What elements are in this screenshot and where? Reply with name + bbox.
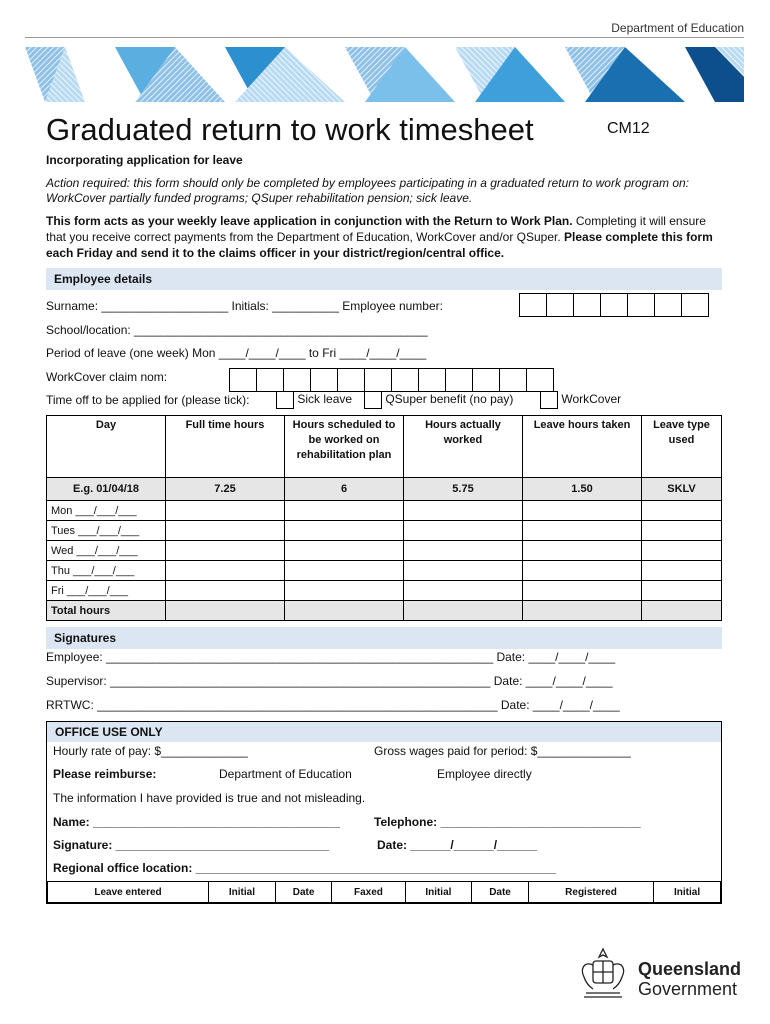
workcover-claim-boxes[interactable] bbox=[230, 368, 554, 392]
office-date-line[interactable]: Date: ______/______/______ bbox=[377, 838, 538, 852]
option-workcover[interactable]: WorkCover bbox=[540, 391, 621, 409]
header-divider bbox=[25, 37, 744, 38]
employee-number-boxes[interactable] bbox=[520, 293, 709, 317]
table-row[interactable]: Wed ___/___/___ bbox=[47, 541, 722, 561]
form-code: CM12 bbox=[607, 120, 650, 137]
instructions-normal: Completing it will ensure that you receive correct payments from the Department of Education, WorkCover and/or QSuper. bbox=[46, 214, 706, 244]
surname-line: Surname: ___________________ Initials: __________ Employee number: bbox=[46, 299, 443, 313]
school-line: School/location: ____________________________________________ bbox=[46, 323, 428, 337]
coat-of-arms-icon bbox=[574, 945, 632, 1003]
time-off-label: Time off to be applied for (please tick): bbox=[46, 393, 250, 407]
action-required-text: Action required: this form should only be completed by employees participating in a graduated return to work program on: WorkCover partially funded programs; QSuper rehabilitation pension; sick leave. bbox=[46, 176, 690, 205]
gross-wages-line[interactable]: Gross wages paid for period: $______________ bbox=[374, 744, 631, 758]
department-name: Department of Education bbox=[611, 21, 744, 35]
option-qsuper[interactable]: QSuper benefit (no pay) bbox=[364, 391, 513, 409]
employee-signature-line[interactable]: Employee: __________________________________________________________ Date: ____/____/____ bbox=[46, 650, 616, 664]
office-use-box bbox=[46, 721, 722, 904]
page-title: Graduated return to work timesheet bbox=[46, 112, 534, 147]
telephone-line[interactable]: Telephone: ______________________________ bbox=[374, 815, 641, 829]
office-use-heading: OFFICE USE ONLY bbox=[47, 722, 721, 742]
office-footer-table: Leave entered Initial Date Faxed Initial Date Registered Initial bbox=[47, 881, 721, 903]
regional-office-line[interactable]: Regional office location: ______________________________________________________ bbox=[53, 861, 557, 875]
qsuper-checkbox[interactable] bbox=[364, 391, 382, 409]
example-row: E.g. 01/04/18 7.25 6 5.75 1.50 SKLV bbox=[47, 478, 722, 501]
col-full-time: Full time hours bbox=[166, 416, 285, 478]
instructions-text bbox=[46, 213, 726, 261]
decorative-banner bbox=[25, 47, 744, 102]
instructions-bold-2: Please complete this form each Friday and send it to the claims officer in your district/region/central office. bbox=[46, 230, 713, 260]
employee-details-heading: Employee details bbox=[46, 268, 722, 290]
table-row[interactable]: Fri ___/___/___ bbox=[47, 581, 722, 601]
reimburse-label: Please reimburse: bbox=[53, 767, 157, 781]
logo-line-1: Queensland bbox=[638, 959, 742, 979]
timesheet-table bbox=[46, 415, 722, 621]
total-row: Total hours bbox=[47, 601, 722, 621]
instructions-bold: This form acts as your weekly leave application in conjunction with the Return to Work Plan. bbox=[46, 214, 573, 228]
supervisor-signature-line[interactable]: Supervisor: _________________________________________________________ Date: ____/____/____ bbox=[46, 674, 613, 688]
qld-government-logo bbox=[574, 945, 744, 1005]
subtitle: Incorporating application for leave bbox=[46, 153, 243, 167]
office-signature-line[interactable]: Signature: ________________________________ bbox=[53, 838, 330, 852]
col-leave-hours: Leave hours taken bbox=[523, 416, 642, 478]
signatures-heading: Signatures bbox=[46, 627, 722, 649]
logo-line-2: Government bbox=[638, 979, 738, 999]
table-row[interactable]: Thu ___/___/___ bbox=[47, 561, 722, 581]
workcover-checkbox[interactable] bbox=[540, 391, 558, 409]
col-scheduled: Hours scheduled to be worked on rehabilitation plan bbox=[285, 416, 404, 478]
table-row[interactable]: Mon ___/___/___ bbox=[47, 501, 722, 521]
table-row[interactable]: Tues ___/___/___ bbox=[47, 521, 722, 541]
col-day: Day bbox=[47, 416, 166, 478]
name-line[interactable]: Name: _____________________________________ bbox=[53, 815, 340, 829]
reimburse-employee[interactable]: Employee directly bbox=[437, 767, 532, 781]
col-leave-type: Leave type used bbox=[642, 416, 722, 478]
reimburse-department[interactable]: Department of Education bbox=[219, 767, 352, 781]
declaration-text: The information I have provided is true and not misleading. bbox=[53, 791, 366, 805]
rrtwc-signature-line[interactable]: RRTWC: ____________________________________________________________ Date: ____/____/____ bbox=[46, 698, 620, 712]
workcover-claim-line: WorkCover claim nom: bbox=[46, 370, 168, 384]
option-sick-leave[interactable]: Sick leave bbox=[276, 391, 352, 409]
hourly-rate-line[interactable]: Hourly rate of pay: $_____________ bbox=[53, 744, 248, 758]
col-actual: Hours actually worked bbox=[404, 416, 523, 478]
sick-leave-checkbox[interactable] bbox=[276, 391, 294, 409]
period-line: Period of leave (one week) Mon ____/____/____ to Fri ____/____/____ bbox=[46, 346, 427, 360]
